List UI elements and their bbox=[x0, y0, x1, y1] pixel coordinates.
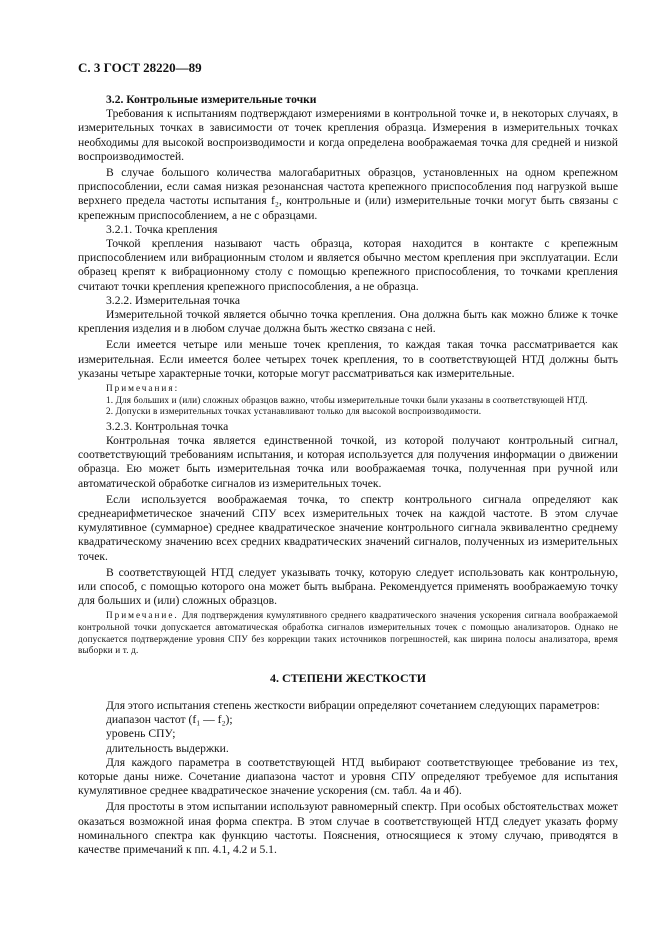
notes-heading: Примечания: bbox=[106, 383, 180, 394]
paragraph: Измерительной точкой является обычно точка крепления. Она должна быть как можно ближе к точке крепления изделия и в любом случае должна быть жестко связана с ней. bbox=[78, 308, 618, 336]
paragraph: Для каждого параметра в соответствующей НТД выбирают соответствующее требование из тех, которые даны ниже. Сочетание диапазона частот и уровня СПУ определяют требуемое для испытания кумулятивное среднее квадратическое значение ускорения (см. табл. 4а и 4б). bbox=[78, 755, 618, 798]
note-item: 1. Для больших и (или) сложных образцов важно, чтобы измерительные точки были указаны в соответствующей НТД. bbox=[106, 394, 588, 405]
section-3-2-title: 3.2. Контрольные измерительные точки bbox=[106, 93, 317, 106]
paragraph: Требования к испытаниям подтверждают измерениями в контрольной точке и, в некоторых случаях, в измерительных точках в зависимости от точек крепления образца. Измерения в измерительных точках необходимы для высокой воспроизводимости и когда определена воображаемая точка для средней и низкой воспроизводимостей. bbox=[78, 107, 618, 163]
note-label: Примечание. bbox=[106, 610, 179, 621]
paragraph: В случае большого количества малогабаритных образцов, установленных на одном крепежном приспособлении, если самая низкая резонансная частота крепежного приспособления под нагрузкой выше верхнего предела частоты испытания f₂, контрольные и (или) измерительные точки могут быть связаны с крепежным приспособлением, а не с образцами. bbox=[78, 166, 618, 222]
paragraph: Если имеется четыре или меньше точек крепления, то каждая такая точка рассматривается как измерительная. Если имеется более четырех точек крепления, то в соответствующей НТД должны быть указаны четыре характерные точки, которые могут рассматриваться как измерительные. bbox=[78, 338, 618, 380]
paragraph: Для этого испытания степень жесткости вибрации определяют сочетанием следующих параметров: bbox=[106, 699, 600, 713]
paragraph: Для простоты в этом испытании используют равномерный спектр. При особых обстоятельствах может оказаться возможной иная форма спектра. В этом случае в соответствующей НТД следует указать форму номинального спектра как функцию частоты. Пояснения, относящиеся к этому случаю, приводятся в качестве примечаний к пп. 4.1, 4.2 и 5.1. bbox=[78, 800, 618, 857]
section-3-2-1-title: 3.2.1. Точка крепления bbox=[106, 222, 218, 236]
list-item: диапазон частот (f₁ — f₂); bbox=[106, 713, 233, 727]
paragraph: Если используется воображаемая точка, то спектр контрольного сигнала определяют как среднеарифметическое значений СПУ всех измерительных точек на каждой частоте. В этом случае кумулятивное (суммарное) среднее квадратическое значение контрольного сигнала эквивалентно среднему квадратическому значению всех средних квадратических значений сигналов, полученных из измерительных точек. bbox=[78, 492, 618, 563]
note-paragraph bbox=[78, 610, 618, 656]
paragraph: В соответствующей НТД следует указывать точку, которую следует использовать как контрольную, или способ, с помощью которого она может быть выбрана. Рекомендуется применять воображаемую точку для больших и (или) сложных образцов. bbox=[78, 565, 618, 608]
list-item: длительность выдержки. bbox=[106, 741, 229, 755]
list-item: уровень СПУ; bbox=[106, 727, 176, 741]
paragraph: Контрольная точка является единственной точкой, из которой получают контрольный сигнал, соответствующий требованиям испытания, и которая используется для получения информации о движении образца. Ею может быть измерительная точка или воображаемая точка, полученная при ручной или автоматической обработке сигналов из измерительных точек. bbox=[78, 434, 618, 490]
page-content bbox=[78, 93, 618, 857]
section-4-title: 4. СТЕПЕНИ ЖЕСТКОСТИ bbox=[269, 670, 427, 685]
section-3-2-3-title: 3.2.3. Контрольная точка bbox=[106, 419, 229, 433]
note-text: Для подтверждения кумулятивного среднего квадратического значения ускорения сигнала воображаемой контрольной точки допускается автоматическая обработка сигналов измерительных точек с помощью анализаторов. Однако не допускается подтверждение уровня СПУ без коррекции таких источников погрешностей, как ширина полосы анализатора, время выборки и т. д. bbox=[78, 610, 618, 656]
paragraph: Точкой крепления называют часть образца, которая находится в контакте с крепежным приспособлением или вибрационным столом и является обычно местом крепления при эксплуатации. Если образец крепят к вибрационному столу с помощью крепежного приспособления, то точками крепления считают точки крепления крепежного приспособления, а не образца. bbox=[78, 237, 618, 293]
note-item: 2. Допуски в измерительных точках устанавливают только для высокой воспроизводимости. bbox=[106, 406, 482, 417]
page-header: С. 3 ГОСТ 28220—89 bbox=[78, 60, 202, 75]
section-3-2-2-title: 3.2.2. Измерительная точка bbox=[106, 293, 240, 307]
